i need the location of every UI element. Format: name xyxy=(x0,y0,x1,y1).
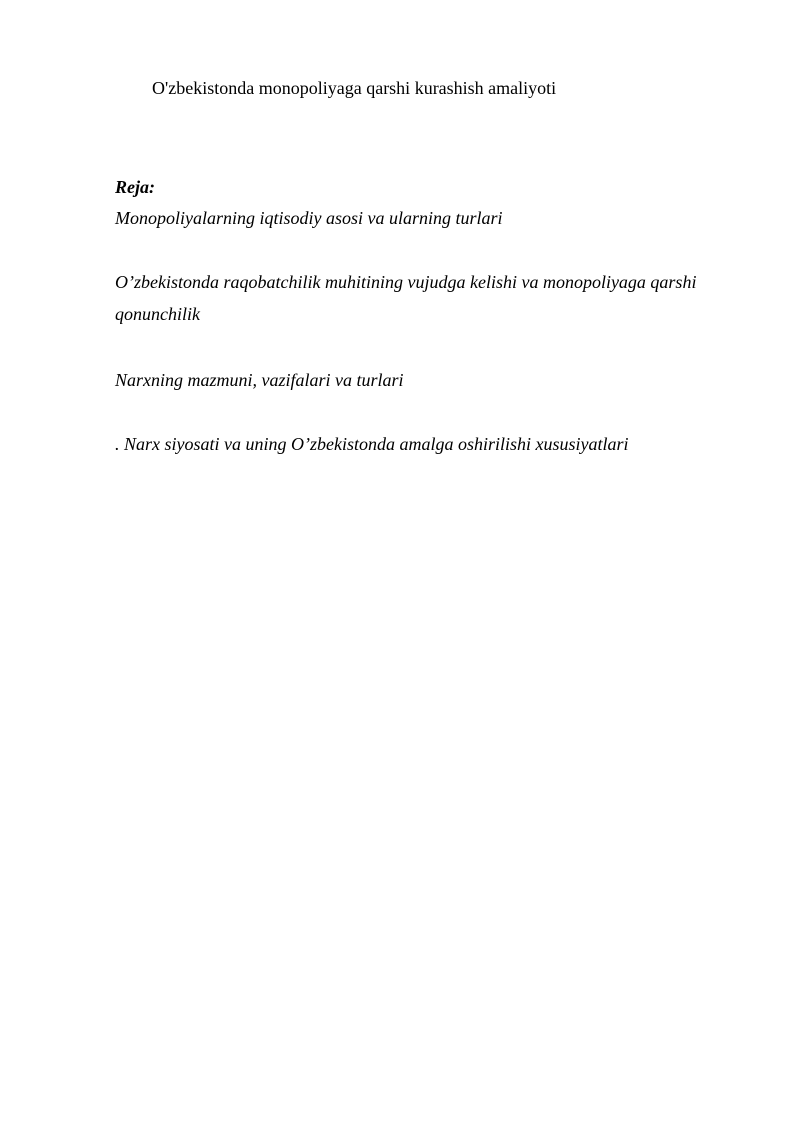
plan-item-4: . Narx siyosati va uning O’zbekistonda amalga oshirilishi xususiyatlari xyxy=(115,434,629,454)
plan-item-1: Monopoliyalarning iqtisodiy asosi va ularning turlari xyxy=(115,208,503,228)
document-title: O'zbekistonda monopoliyaga qarshi kurashish amaliyoti xyxy=(152,78,557,98)
plan-item-2: O’zbekistonda raqobatchilik muhitining vujudga kelishi va monopoliyaga qarshi qonunchilik xyxy=(115,272,697,324)
plan-heading: Reja: xyxy=(115,177,155,197)
plan-item-3: Narxning mazmuni, vazifalari va turlari xyxy=(115,370,404,390)
